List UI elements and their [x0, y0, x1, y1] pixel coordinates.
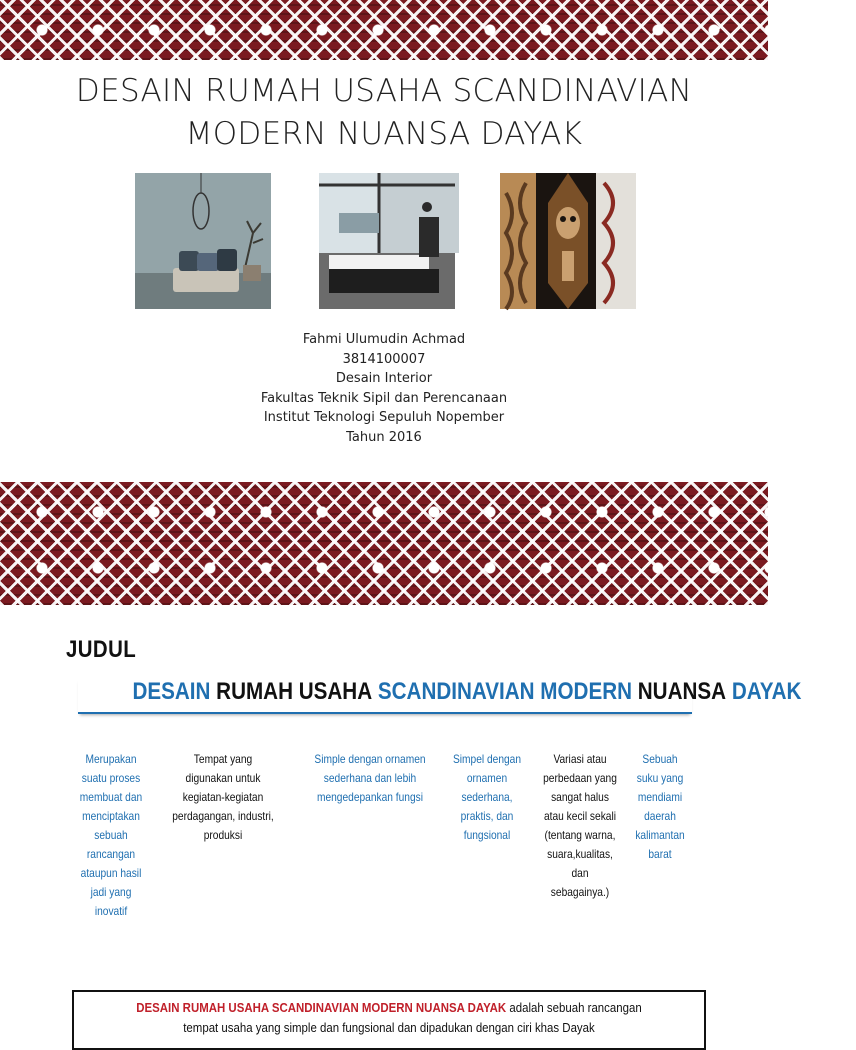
- headline-word-dayak: DAYAK: [731, 678, 802, 705]
- middle-dayak-pattern-band: [0, 482, 768, 605]
- title-line-2: MODERN NUANSA DAYAK: [185, 116, 583, 152]
- definition-modern: Simpel dengan ornamen sederhana, praktis, dan fungsional: [452, 752, 522, 842]
- author-year: Tahun 2016: [346, 429, 422, 445]
- definition-scandinavian: Simple dengan ornamen sederhana dan lebih mengedepankan fungsi: [314, 752, 426, 804]
- definition-desain: Merupakan suatu proses membuat dan menciptakan sebuah rancangan ataupun hasil jadi yang inovatif: [79, 752, 143, 918]
- headline-word-desain: DESAIN: [132, 678, 211, 705]
- author-nrp: 3814100007: [342, 351, 426, 367]
- page-title: [40, 70, 728, 156]
- author-department: Desain Interior: [335, 371, 433, 386]
- definition-rumah-usaha: Tempat yang digunakan untuk kegiatan-kegiatan perdagangan, industri, produksi: [172, 752, 274, 842]
- author-info: [184, 330, 584, 447]
- summary-box: [72, 990, 706, 1050]
- headline-word-nuansa: NUANSA: [637, 678, 727, 705]
- definition-nuansa: Variasi atau perbedaan yang sangat halus atau kecil sekali (tentang warna, suara,kualitas, dan sebagainya.): [543, 752, 617, 899]
- dayak-carving-photo: [500, 173, 636, 309]
- judul-headline: [78, 678, 802, 714]
- title-line-1: DESAIN RUMAH USAHA SCANDINAVIAN: [75, 73, 693, 109]
- headline-word-scandinavian-modern: SCANDINAVIAN MODERN: [377, 678, 633, 705]
- headline-word-rumah-usaha: RUMAH USAHA: [216, 678, 373, 705]
- definition-dayak: Sebuah suku yang mendiami daerah kalimantan barat: [635, 752, 685, 861]
- author-name: Fahmi Ulumudin Achmad: [302, 332, 466, 347]
- section-heading-judul: JUDUL: [66, 636, 137, 663]
- summary-highlight: DESAIN RUMAH USAHA SCANDINAVIAN MODERN NUANSA DAYAK: [136, 1000, 507, 1015]
- summary-text: adalah sebuah rancangan tempat usaha yang simple dan fungsional dan dipadukan dengan ciri khas Dayak: [183, 1000, 642, 1035]
- top-dayak-pattern-band: [0, 0, 768, 60]
- bedroom-photo: [319, 173, 455, 309]
- author-institute: Institut Teknologi Sepuluh Nopember: [263, 410, 505, 425]
- living-room-photo: [135, 173, 271, 309]
- author-faculty: Fakultas Teknik Sipil dan Perencanaan: [260, 390, 508, 406]
